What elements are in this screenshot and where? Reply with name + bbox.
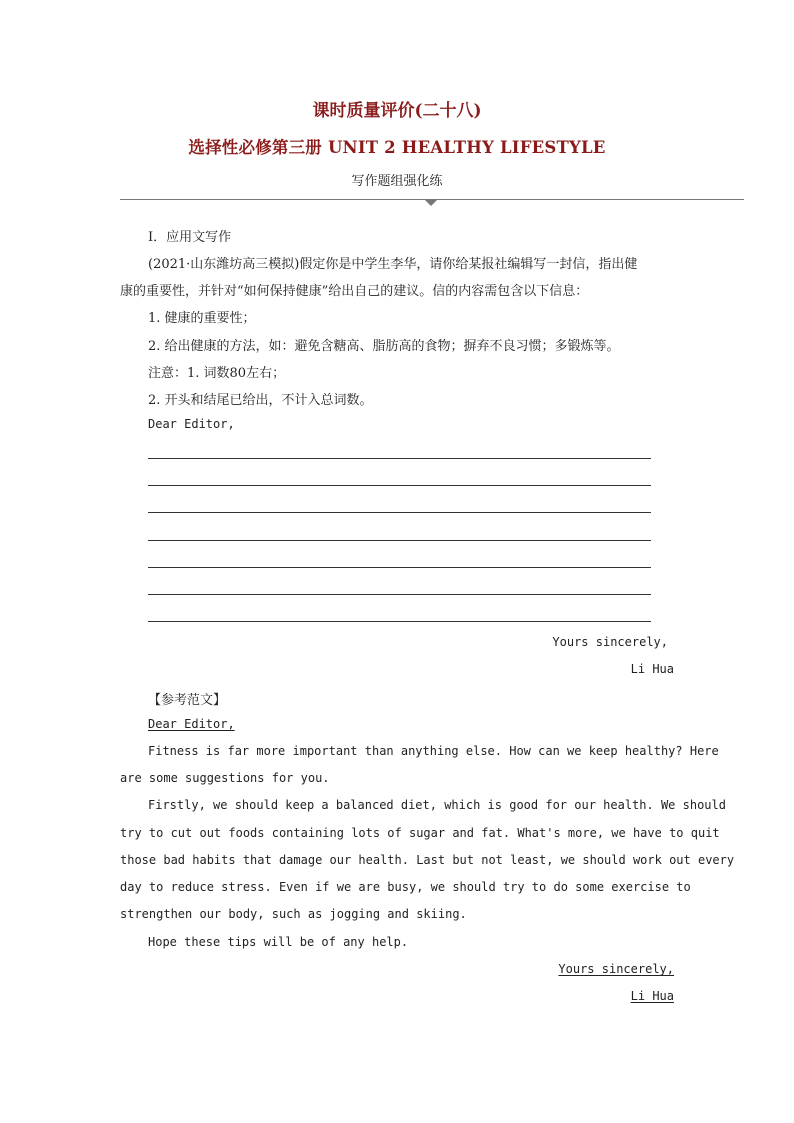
letter-signature: Li Hua [630, 662, 674, 676]
note-1: 注意：1. 词数80左右； [148, 366, 286, 381]
writing-line[interactable] [148, 540, 651, 541]
sample-paragraph-2-line: Firstly, we should keep a balanced diet, which is good for our health. We should [148, 798, 726, 812]
sample-greeting: Dear Editor, [148, 717, 235, 731]
sample-paragraph-3-line: Hope these tips will be of any help. [148, 935, 409, 949]
writing-line[interactable] [148, 621, 651, 622]
sample-paragraph-1-line: Fitness is far more important than anything else. How can we keep healthy? Here [148, 744, 719, 758]
note-2: 2. 开头和结尾已给出，不计入总词数。 [148, 393, 373, 408]
requirement-1: 1. 健康的重要性； [148, 311, 256, 326]
letter-closing: Yours sincerely, [552, 635, 668, 649]
requirement-2: 2. 给出健康的方法，如：避免含糖高、脂肪高的食物；摒弃不良习惯；多锻炼等。 [148, 339, 620, 354]
writing-line[interactable] [148, 485, 651, 486]
letter-greeting: Dear Editor, [148, 417, 235, 431]
sample-closing: Yours sincerely, [558, 962, 674, 976]
sample-paragraph-1-line: are some suggestions for you. [120, 771, 330, 785]
sample-paragraph-2-line: strengthen our body, such as jogging and skiing. [120, 907, 467, 921]
writing-line[interactable] [148, 512, 651, 513]
sample-paragraph-2-line: try to cut out foods containing lots of sugar and fat. What's more, we have to quit [120, 826, 720, 840]
writing-line[interactable] [148, 458, 651, 459]
part-heading: Ⅰ．应用文写作 [148, 230, 232, 245]
divider-triangle-icon [425, 200, 437, 206]
sample-paragraph-2-line: those bad habits that damage our health. Last but not least, we should work out every [120, 853, 735, 867]
writing-line[interactable] [148, 567, 651, 568]
prompt-line-2: 康的重要性，并针对“如何保持健康”给出自己的建议。信的内容需包含以下信息： [120, 284, 589, 299]
sample-heading: 【参考范文】 [148, 693, 227, 708]
page-subtitle: 选择性必修第三册 UNIT 2 HEALTHY LIFESTYLE [188, 138, 606, 157]
writing-line[interactable] [148, 594, 651, 595]
page-title: 课时质量评价(二十八) [312, 101, 482, 121]
section-label: 写作题组强化练 [351, 174, 443, 189]
sample-paragraph-2-line: day to reduce stress. Even if we are busy, we should try to do some exercise to [120, 880, 691, 894]
sample-signature: Li Hua [630, 989, 674, 1003]
prompt-line-1: (2021·山东潍坊高三模拟)假定你是中学生李华，请你给某报社编辑写一封信，指出健 [148, 257, 638, 272]
